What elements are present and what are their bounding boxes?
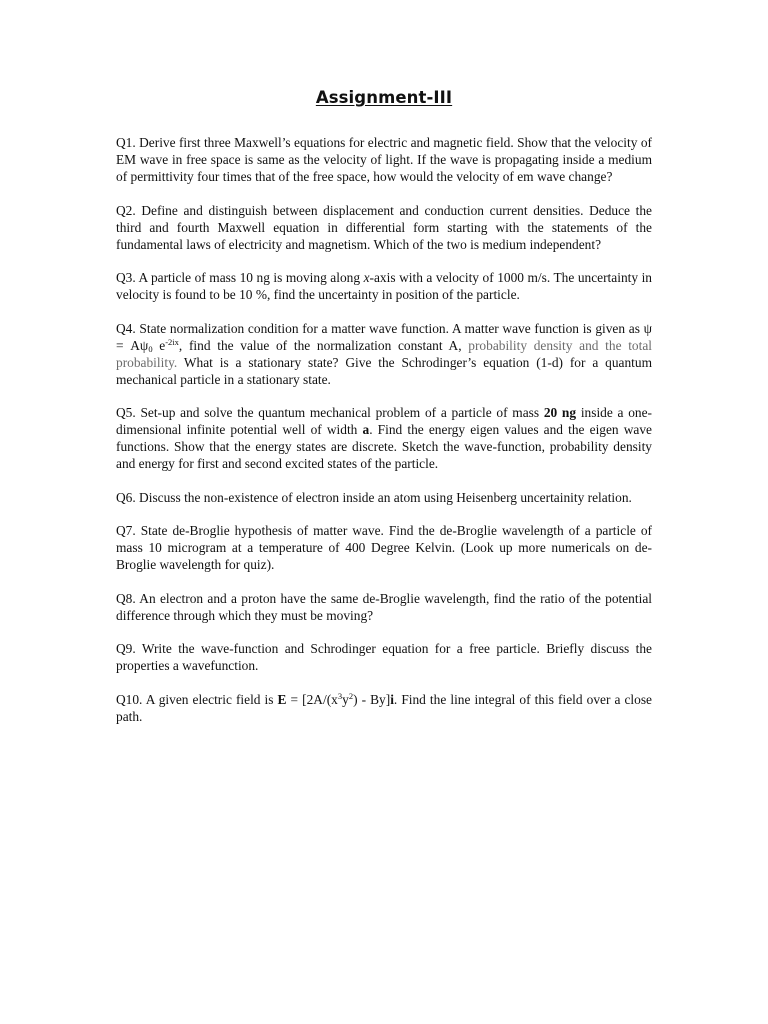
question-10-superscript-1: 3	[337, 690, 343, 701]
question-5	[116, 404, 652, 472]
question-list	[116, 134, 652, 741]
question-10-text-a: Q10. A given electric field is	[116, 691, 278, 707]
question-2: Q2. Define and distinguish between displacement and conduction current densities. Deduce the third and fourth Maxwell equation in differential form starting with the statements of the fundamental laws of electricity and magnetism. Which of the two is medium independent?	[116, 202, 652, 252]
question-6: Q6. Discuss the non-existence of electron inside an atom using Heisenberg uncertainity relation.	[116, 489, 632, 505]
question-5-text-b: inside a one-dimensional infinite potential well of width	[116, 405, 653, 437]
question-10-superscript-2: 2	[348, 690, 354, 701]
question-10-unit-vector: i	[390, 691, 394, 707]
question-5-text-a: Q5. Set-up and solve the quantum mechanical problem of a particle of mass	[116, 405, 544, 420]
question-4	[116, 320, 652, 388]
question-4-text-d: What is a stationary state? Give the Schrodinger’s equation (1-d) for a quantum mechanical particle in a stationary state.	[116, 354, 652, 387]
question-5-text-c: . Find the energy eigen values and the eigen wave functions. Show that the energy states are discrete. Sketch the wave-function, probability density and energy for first and second excited states of the particle.	[116, 422, 653, 471]
question-5-width: a	[362, 422, 370, 437]
question-4-text-a: Q4. State normalization condition for a matter wave function. A matter wave function is given as ψ = Aψ	[116, 320, 652, 353]
page-title: Assignment-III	[315, 88, 453, 107]
question-5-mass: 20 ng	[543, 405, 577, 420]
question-7: Q7. State de-Broglie hypothesis of matter wave. Find the de-Broglie wavelength of a particle of mass 10 microgram at a temperature of 400 Degree Kelvin. (Look up more numericals on de-Broglie wavelength for quiz).	[116, 523, 652, 572]
question-10-text-c: y	[342, 691, 349, 707]
question-9: Q9. Write the wave-function and Schrodinger equation for a free particle. Briefly discuss the properties a wavefunction.	[116, 641, 652, 673]
question-8: Q8. An electron and a proton have the same de-Broglie wavelength, find the ratio of the potential difference through which they must be moving?	[116, 590, 652, 623]
question-4-text-c: , find the value of the normalization constant A,	[178, 337, 469, 353]
question-3-variable: x	[363, 270, 370, 285]
question-1: Q1. Derive first three Maxwell’s equations for electric and magnetic field. Show that the velocity of EM wave in free space is same as the velocity of light. If the wave is propagating inside a medium of permittivity four times that of the free space, how would the velocity of em wave change?	[116, 135, 652, 184]
question-3-text-b: -axis with a velocity of 1000 m/s. The uncertainty in velocity is found to be 10 %, find the uncertainty in position of the particle.	[116, 270, 652, 302]
question-10-text-e: . Find the line integral of this field over a close path.	[116, 691, 653, 724]
question-3-text-a: Q3. A particle of mass 10 ng is moving along	[116, 270, 364, 285]
question-10-field-symbol: E	[277, 691, 287, 707]
question-3	[116, 269, 652, 303]
question-4-text-b: e	[152, 337, 166, 353]
question-10-text-b: = [2A/(x	[286, 691, 338, 707]
question-10-text-d: ) - By]	[353, 691, 391, 707]
question-10	[116, 691, 652, 725]
question-4-subscript: 0	[148, 343, 153, 354]
question-4-superscript: -2ix	[165, 336, 179, 347]
question-4-muted-text: probability density and the total probability.	[116, 337, 653, 370]
